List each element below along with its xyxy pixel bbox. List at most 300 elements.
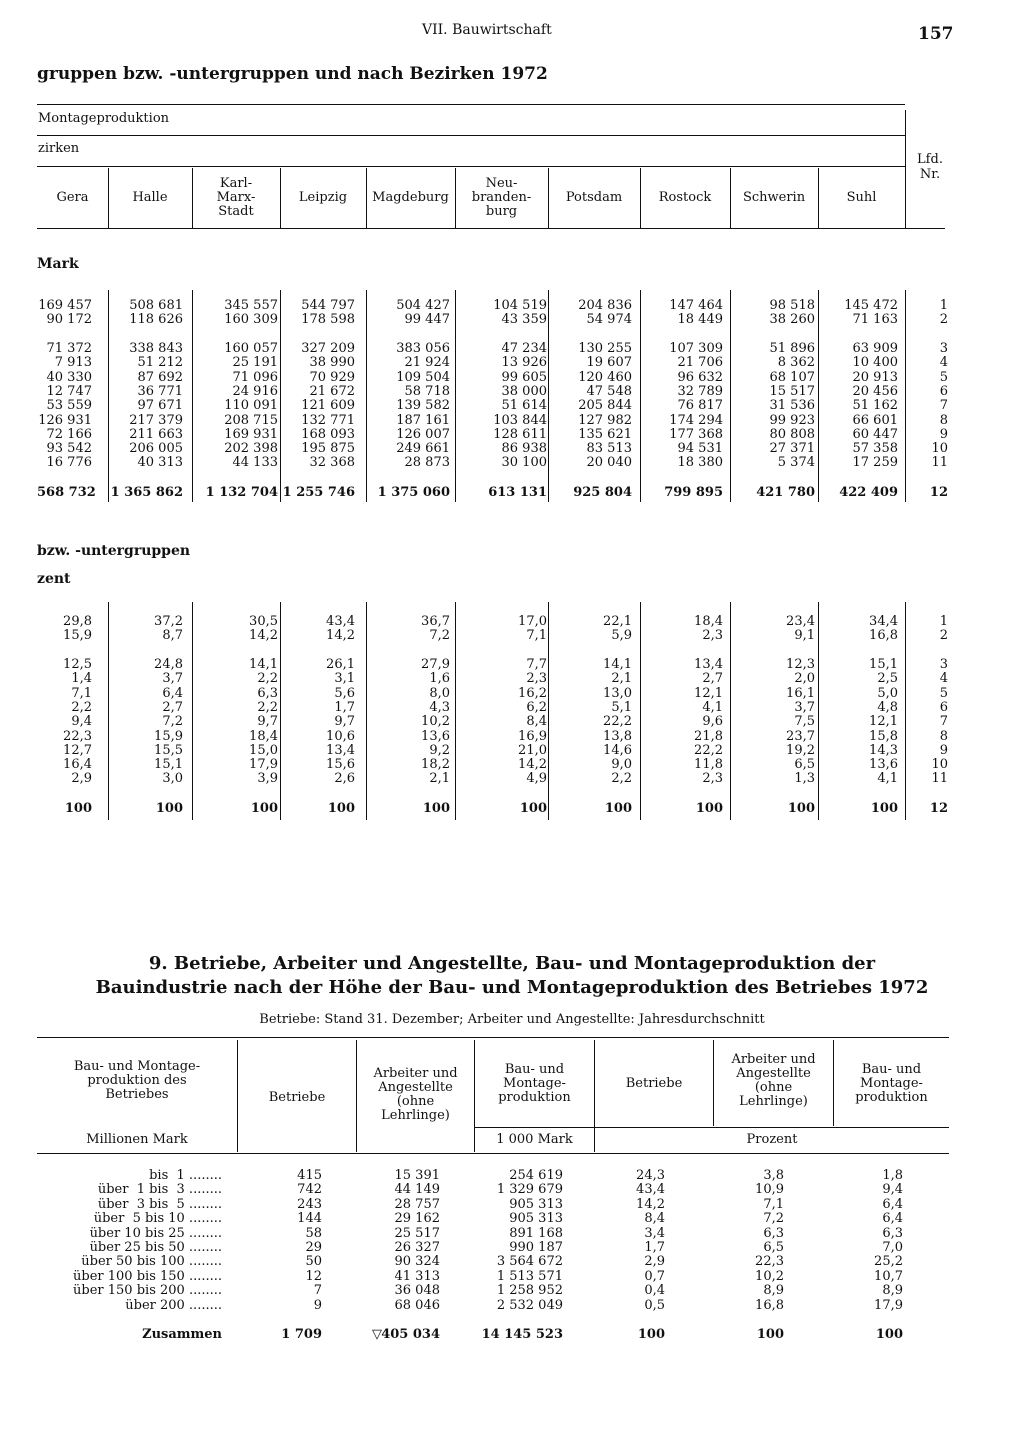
table1-cell: 338 843 <box>129 341 183 356</box>
table1-cell: 169 931 <box>224 426 278 442</box>
table1-cell: 127 982 <box>578 412 632 428</box>
table1-cell: 13,6 <box>421 728 450 744</box>
table1-cell: 30,5 <box>249 614 278 629</box>
table2-cell: 905 313 <box>509 1211 563 1227</box>
table1-cell: 1,3 <box>794 771 815 787</box>
table2-head-col1: Bau- und Montage- produktion des Betriebes <box>73 1059 201 1102</box>
table1-cell: 168 093 <box>301 426 355 442</box>
table2-cell: 8,9 <box>763 1283 784 1299</box>
table1-cell: 6,5 <box>794 757 815 773</box>
table1-cell: 9,4 <box>71 714 92 730</box>
running-header: VII. Bauwirtschaft <box>422 22 552 38</box>
table1-cell: 22,2 <box>694 742 723 758</box>
table1-cell: 43,4 <box>326 614 355 629</box>
table1-cell: 100 <box>695 801 723 816</box>
table2-total-cell: 100 <box>756 1327 784 1342</box>
table1-cell: 147 464 <box>669 298 723 313</box>
table1-cell: 51 896 <box>769 341 815 356</box>
table1-cell: 13,6 <box>869 757 898 773</box>
table1-cell: 21,0 <box>518 742 547 758</box>
table1-cell: 5 374 <box>777 455 815 471</box>
table2-cell: 6,5 <box>763 1240 784 1255</box>
table2-cell: 8,4 <box>644 1211 665 1227</box>
table1-cell: 14,6 <box>603 742 632 758</box>
table1-cell: 40 313 <box>137 455 183 471</box>
table1-cell: 2,3 <box>526 671 547 687</box>
table1-cell: 178 598 <box>301 312 355 328</box>
table2-title-line1: 9. Betriebe, Arbeiter und Angestellte, Bau- und Montageproduktion der <box>148 953 876 974</box>
table1-cell: 126 007 <box>396 426 450 442</box>
table1-cell: 7,2 <box>429 628 450 644</box>
table2-cell: 15 391 <box>394 1168 440 1183</box>
table1-cell: 249 661 <box>396 441 450 457</box>
table1-column-header-6: Potsdam <box>565 190 623 205</box>
table1-cell: 100 <box>250 801 278 816</box>
table1-cell: 7 <box>939 714 948 730</box>
table1-cell: 2,5 <box>877 671 898 687</box>
table2-cell: 742 <box>297 1182 322 1198</box>
table1-section2-label: bzw. -untergruppen <box>37 543 191 559</box>
table1-cell: 5,6 <box>334 685 355 701</box>
table2-cell: 8,9 <box>882 1283 903 1299</box>
table2-cell: 6,3 <box>763 1225 784 1241</box>
table2-cell: 905 313 <box>509 1196 563 1212</box>
table2-cell: 28 757 <box>394 1196 440 1212</box>
table1-cell: 3,0 <box>162 771 183 787</box>
table2-cell: 1 513 571 <box>496 1268 563 1284</box>
table1-cell: 20 456 <box>852 383 898 399</box>
table1-cell: 5,0 <box>877 685 898 701</box>
table1-cell: 31 536 <box>769 398 815 414</box>
table2-cell: 0,7 <box>644 1268 665 1284</box>
table1-cell: 54 974 <box>586 312 632 328</box>
table1-cell: 32 789 <box>677 383 723 399</box>
table2-cell: 3,8 <box>763 1168 784 1183</box>
table1-header-bottom-rule <box>37 228 945 229</box>
table1-cell: 11 <box>931 455 948 471</box>
table1-cell: 51 162 <box>852 398 898 414</box>
table1-cell: 6 <box>939 383 948 399</box>
table1-cell: 3,7 <box>794 699 815 715</box>
table1-cell: 12 747 <box>46 383 92 399</box>
table1-cell: 15,6 <box>326 757 355 773</box>
table1-cell: 187 161 <box>396 412 450 428</box>
table1-cell: 110 091 <box>224 398 278 414</box>
table2-cell: 243 <box>297 1196 322 1212</box>
table1-cell: 6,3 <box>257 685 278 701</box>
table2-cell: 0,4 <box>644 1283 665 1299</box>
table1-cell: 2,2 <box>611 771 632 787</box>
table2-cell: 254 619 <box>509 1168 563 1183</box>
table1-cell: 422 409 <box>839 485 898 500</box>
table1-cell: 21 706 <box>677 355 723 371</box>
table1-cell: 3,9 <box>257 771 278 787</box>
table1-cell: 925 804 <box>573 485 632 500</box>
table1-cell: 16,8 <box>869 628 898 644</box>
table1-cell: 205 844 <box>578 398 632 414</box>
table1-cell: 51 212 <box>137 355 183 371</box>
table1-column-header-3: Leipzig <box>298 190 348 205</box>
table1-cell: 7,5 <box>794 714 815 730</box>
table2-cell: über 25 bis 50 ........ <box>89 1240 222 1255</box>
table1-cell: 508 681 <box>129 298 183 313</box>
table1-cell: 121 609 <box>301 398 355 414</box>
table1-cell: 100 <box>519 801 547 816</box>
table1-cell: 139 582 <box>396 398 450 414</box>
table1-cell: 2,1 <box>429 771 450 787</box>
table2-head-col1-unit: Millionen Mark <box>86 1132 188 1147</box>
table1-cell: 27,9 <box>421 657 450 672</box>
table1-cell: 109 504 <box>396 369 450 385</box>
table1-section2-sublabel: zent <box>37 571 71 587</box>
table1-cell: 128 611 <box>493 426 547 442</box>
table1-cell: 10,2 <box>421 714 450 730</box>
table1-lfd-divider <box>905 110 906 228</box>
page-number: 157 <box>918 24 954 44</box>
table1-cell: 3 <box>939 341 948 356</box>
table1-cell: 2,2 <box>257 699 278 715</box>
table1-cell: 19,2 <box>786 742 815 758</box>
table1-cell: 70 929 <box>309 369 355 385</box>
table1-cell: 13,4 <box>694 657 723 672</box>
table1-cell: 174 294 <box>669 412 723 428</box>
table1-cell: 15 517 <box>769 383 815 399</box>
table1-cell: 100 <box>787 801 815 816</box>
table1-cell: 7,1 <box>526 628 547 644</box>
table1-cell: 100 <box>422 801 450 816</box>
table1-cell: 100 <box>155 801 183 816</box>
table2-cell: 7 <box>313 1283 322 1299</box>
table1-cell: 544 797 <box>301 298 355 313</box>
table1-cell: 12,1 <box>694 685 723 701</box>
table2-cell: 415 <box>297 1168 322 1183</box>
table1-cell: 1,4 <box>71 671 92 687</box>
table1-cell: 37,2 <box>154 614 183 629</box>
table2-cell: 144 <box>297 1211 322 1227</box>
table1-cell: 504 427 <box>396 298 450 313</box>
table1-cell: 32 368 <box>309 455 355 471</box>
table1-cell: 202 398 <box>224 441 278 457</box>
table1-cell: 18 449 <box>677 312 723 328</box>
table1-cell: 43 359 <box>501 312 547 328</box>
table2-cell: 12 <box>305 1268 322 1284</box>
table1-cell: 217 379 <box>129 412 183 428</box>
table1-cell: 1 <box>939 614 948 629</box>
table1-cell: 10 <box>931 757 948 773</box>
table1-cell: 118 626 <box>129 312 183 328</box>
table2-cell: 68 046 <box>394 1297 440 1313</box>
table1-cell: 5,9 <box>611 628 632 644</box>
table2-cell: 14,2 <box>636 1196 665 1212</box>
table1-cell: 4 <box>939 671 948 687</box>
table1-cell: 11,8 <box>694 757 723 773</box>
table1-cell: 17 259 <box>852 455 898 471</box>
table1-cell: 4,1 <box>702 699 723 715</box>
table1-cell: 2,0 <box>794 671 815 687</box>
table1-cell: 4,3 <box>429 699 450 715</box>
table2-cell: 22,3 <box>755 1254 784 1270</box>
table1-cell: 10 400 <box>852 355 898 371</box>
table2-cell: 10,7 <box>874 1268 903 1284</box>
table1-cell: 86 938 <box>501 441 547 457</box>
table1-cell: 9 <box>939 426 948 442</box>
table1-cell: 14,1 <box>249 657 278 672</box>
table1-cell: 17,9 <box>249 757 278 773</box>
table1-cell: 100 <box>327 801 355 816</box>
table2-cell: 1 258 952 <box>496 1283 563 1299</box>
table1-cell: 18,4 <box>249 728 278 744</box>
table1-cell: 76 817 <box>677 398 723 414</box>
table1-cell: 6,4 <box>162 685 183 701</box>
table1-cell: 383 056 <box>396 341 450 356</box>
table1-column-header-5: Neu- branden- burg <box>471 176 532 219</box>
table1-cell: 14,2 <box>518 757 547 773</box>
table1-lfd-label: Lfd. Nr. <box>917 152 943 182</box>
table2-head-betriebe: Betriebe <box>268 1090 326 1105</box>
table1-cell: 5,1 <box>611 699 632 715</box>
table1-cell: 100 <box>64 801 92 816</box>
table1-cell: 327 209 <box>301 341 355 356</box>
table1-cell: 1 <box>939 298 948 313</box>
table1-cell: 18,2 <box>421 757 450 773</box>
table2-head-unit-1000: 1 000 Mark <box>496 1132 573 1147</box>
table1-cell: 2 <box>939 312 948 328</box>
table1-cell: 38 000 <box>501 383 547 399</box>
table1-cell: 22,3 <box>63 728 92 744</box>
table2-cell: 7,1 <box>763 1196 784 1212</box>
table1-cell: 71 163 <box>852 312 898 328</box>
table1-cell: 57 358 <box>852 441 898 457</box>
table1-cell: 799 895 <box>664 485 723 500</box>
table1-cell: 21 672 <box>309 383 355 399</box>
table2-cell: 9,4 <box>882 1182 903 1198</box>
table1-cell: 3 <box>939 657 948 672</box>
table1-cell: 24,8 <box>154 657 183 672</box>
table2-head-bau-pct: Bau- und Montage- produktion <box>855 1062 928 1105</box>
table1-cell: 2,1 <box>611 671 632 687</box>
table1-cell: 100 <box>604 801 632 816</box>
table1-cell: 18,4 <box>694 614 723 629</box>
table1-cell: 23,4 <box>786 614 815 629</box>
table1-cell: 25 191 <box>232 355 278 371</box>
table1-cell: 15,1 <box>869 657 898 672</box>
table1-cell: 15,8 <box>869 728 898 744</box>
table2-cell: bis 1 ........ <box>149 1168 222 1183</box>
table1-cell: 2,9 <box>71 771 92 787</box>
table2-cell: 41 313 <box>394 1268 440 1284</box>
table2-cell: 90 324 <box>394 1254 440 1270</box>
table2-cell: 58 <box>305 1225 322 1241</box>
table2-cell: 17,9 <box>874 1297 903 1313</box>
table2-cell: über 100 bis 150 ........ <box>73 1268 222 1284</box>
table1-cell: 47 234 <box>501 341 547 356</box>
table1-cell: 27 371 <box>769 441 815 457</box>
table2-cell: 25 517 <box>394 1225 440 1241</box>
table2-cell: über 50 bis 100 ........ <box>81 1254 222 1270</box>
table1-cell: 14,2 <box>326 628 355 644</box>
table1-bezirke-label: zirken <box>38 141 80 156</box>
table1-cell: 72 166 <box>46 426 92 442</box>
table1-cell: 14,1 <box>603 657 632 672</box>
table1-cell: 12,7 <box>63 742 92 758</box>
table2-cell: über 200 ........ <box>125 1297 222 1313</box>
table1-cell: 36,7 <box>421 614 450 629</box>
table2-cell: 24,3 <box>636 1168 665 1183</box>
table1-cell: 13,8 <box>603 728 632 744</box>
table1-cell: 345 557 <box>224 298 278 313</box>
table1-cell: 1 132 704 <box>205 485 278 500</box>
table1-cell: 120 460 <box>578 369 632 385</box>
table2-cell: 1,8 <box>882 1168 903 1183</box>
table1-cell: 6,2 <box>526 699 547 715</box>
table1-cell: 29,8 <box>63 614 92 629</box>
table2-cell: 44 149 <box>394 1182 440 1198</box>
table2-cell: 10,9 <box>755 1182 784 1198</box>
table2-cell: 16,8 <box>755 1297 784 1313</box>
table1-cell: 9,2 <box>429 742 450 758</box>
table1-cell: 15,9 <box>154 728 183 744</box>
table1-cell: 13 926 <box>501 355 547 371</box>
table1-top-rule <box>37 104 905 105</box>
table1-cell: 68 107 <box>769 369 815 385</box>
table1-cell: 8 <box>939 412 948 428</box>
table2-head-unit-prozent: Prozent <box>746 1132 798 1147</box>
table1-cell: 1,7 <box>334 699 355 715</box>
table2-unit-rule-1 <box>474 1127 594 1128</box>
table1-cell: 71 096 <box>232 369 278 385</box>
table1-cell: 87 692 <box>137 369 183 385</box>
table1-cell: 10,6 <box>326 728 355 744</box>
table1-cell: 16,2 <box>518 685 547 701</box>
table1-cell: 15,5 <box>154 742 183 758</box>
table2-total-cell: 100 <box>637 1327 665 1342</box>
table2-total-cell: 100 <box>875 1327 903 1342</box>
table1-cell: 93 542 <box>46 441 92 457</box>
table1-cell: 195 875 <box>301 441 355 457</box>
table2-cell: 10,2 <box>755 1268 784 1284</box>
table1-cell: 16,1 <box>786 685 815 701</box>
table2-total-marker: ▽ <box>372 1327 382 1342</box>
table1-cell: 7,1 <box>71 685 92 701</box>
table1-cell: 135 621 <box>578 426 632 442</box>
table1-cell: 2,6 <box>334 771 355 787</box>
table2-cell: 891 168 <box>509 1225 563 1241</box>
table2-head-betriebe-pct: Betriebe <box>625 1076 683 1091</box>
table1-cell: 83 513 <box>586 441 632 457</box>
table2-head-bau: Bau- und Montage- produktion <box>498 1062 571 1105</box>
table2-subtitle: Betriebe: Stand 31. Dezember; Arbeiter und Angestellte: Jahresdurchschnitt <box>259 1012 765 1027</box>
table1-cell: 4,8 <box>877 699 898 715</box>
table1-cell: 13,0 <box>603 685 632 701</box>
table1-cell: 2,3 <box>702 771 723 787</box>
table1-cell: 100 <box>870 801 898 816</box>
table1-cell: 7 <box>939 398 948 414</box>
table2-cell: 2,9 <box>644 1254 665 1270</box>
table1-cell: 103 844 <box>493 412 547 428</box>
table1-cell: 9 <box>939 742 948 758</box>
table1-cell: 107 309 <box>669 341 723 356</box>
table1-cell: 421 780 <box>756 485 815 500</box>
table1-cell: 104 519 <box>493 298 547 313</box>
table1-cell: 2,3 <box>702 628 723 644</box>
table1-cell: 63 909 <box>852 341 898 356</box>
table2-cell: 26 327 <box>394 1240 440 1255</box>
table1-cell: 8 362 <box>777 355 815 371</box>
table1-cell: 38 260 <box>769 312 815 328</box>
table2-cell: über 10 bis 25 ........ <box>89 1225 222 1241</box>
table1-cell: 132 771 <box>301 412 355 428</box>
table1-cell: 9,1 <box>794 628 815 644</box>
table1-column-header-7: Rostock <box>658 190 712 205</box>
table2-cell: 29 <box>305 1240 322 1255</box>
table2-cell: 6,3 <box>882 1225 903 1241</box>
table2-head-arbeiter-pct: Arbeiter und Angestellte (ohne Lehrlinge) <box>731 1052 816 1109</box>
table1-cell: 71 372 <box>46 341 92 356</box>
table1-cell: 204 836 <box>578 298 632 313</box>
table2-total-label: Zusammen <box>142 1327 222 1342</box>
table1-cell: 160 057 <box>224 341 278 356</box>
table2-cell: über 150 bis 200 ........ <box>73 1283 222 1299</box>
table1-cell: 7 913 <box>54 355 92 371</box>
table1-cell: 12,5 <box>63 657 92 672</box>
table1-cell: 40 330 <box>46 369 92 385</box>
table1-cell: 14,3 <box>869 742 898 758</box>
table1-cell: 2,2 <box>71 699 92 715</box>
table1-cell: 97 671 <box>137 398 183 414</box>
table1-cell: 12,1 <box>869 714 898 730</box>
table2-cell: 3 564 672 <box>496 1254 563 1270</box>
table1-cell: 9,6 <box>702 714 723 730</box>
table1-cell: 99 923 <box>769 412 815 428</box>
table1-cell: 206 005 <box>129 441 183 457</box>
table2-cell: 29 162 <box>394 1211 440 1227</box>
table1-column-header-4: Magdeburg <box>372 190 449 205</box>
table1-cell: 3,7 <box>162 671 183 687</box>
table1-cell: 10 <box>931 441 948 457</box>
table2-cell: 1 329 679 <box>496 1182 563 1198</box>
table2-cell: 36 048 <box>394 1283 440 1299</box>
table2-cell: 2 532 049 <box>496 1297 563 1313</box>
table1-cell: 145 472 <box>844 298 898 313</box>
table1-cell: 9,7 <box>334 714 355 730</box>
table2-cell: 43,4 <box>636 1182 665 1198</box>
table1-cell: 60 447 <box>852 426 898 442</box>
table1-cell: 21 924 <box>404 355 450 371</box>
table1-cell: 3,1 <box>334 671 355 687</box>
table1-title: gruppen bzw. -untergruppen und nach Bezirken 1972 <box>37 64 548 84</box>
table1-cell: 8,0 <box>429 685 450 701</box>
table1-cell: 53 559 <box>46 398 92 414</box>
table1-cell: 2 <box>939 628 948 644</box>
table1-cell: 12 <box>929 485 948 500</box>
table1-cell: 5 <box>939 369 948 385</box>
table1-cell: 11 <box>931 771 948 787</box>
table2-cell: über 1 bis 3 ........ <box>97 1182 222 1198</box>
table2-header-bottom-rule <box>37 1153 949 1154</box>
table2-head-arbeiter: Arbeiter und Angestellte (ohne Lehrlinge) <box>373 1066 458 1123</box>
table2-cell: 7,0 <box>882 1240 903 1255</box>
table2-cell: 6,4 <box>882 1211 903 1227</box>
table1-column-header-0: Gera <box>56 190 89 205</box>
table2-cell: 3,4 <box>644 1225 665 1241</box>
table2-total-cell: 405 034 <box>381 1327 440 1342</box>
table1-column-header-9: Suhl <box>846 190 877 205</box>
table1-rule-3 <box>37 166 905 167</box>
table1-cell: 1 365 862 <box>110 485 183 500</box>
table1-cell: 28 873 <box>404 455 450 471</box>
table1-cell: 80 808 <box>769 426 815 442</box>
table1-cell: 58 718 <box>404 383 450 399</box>
